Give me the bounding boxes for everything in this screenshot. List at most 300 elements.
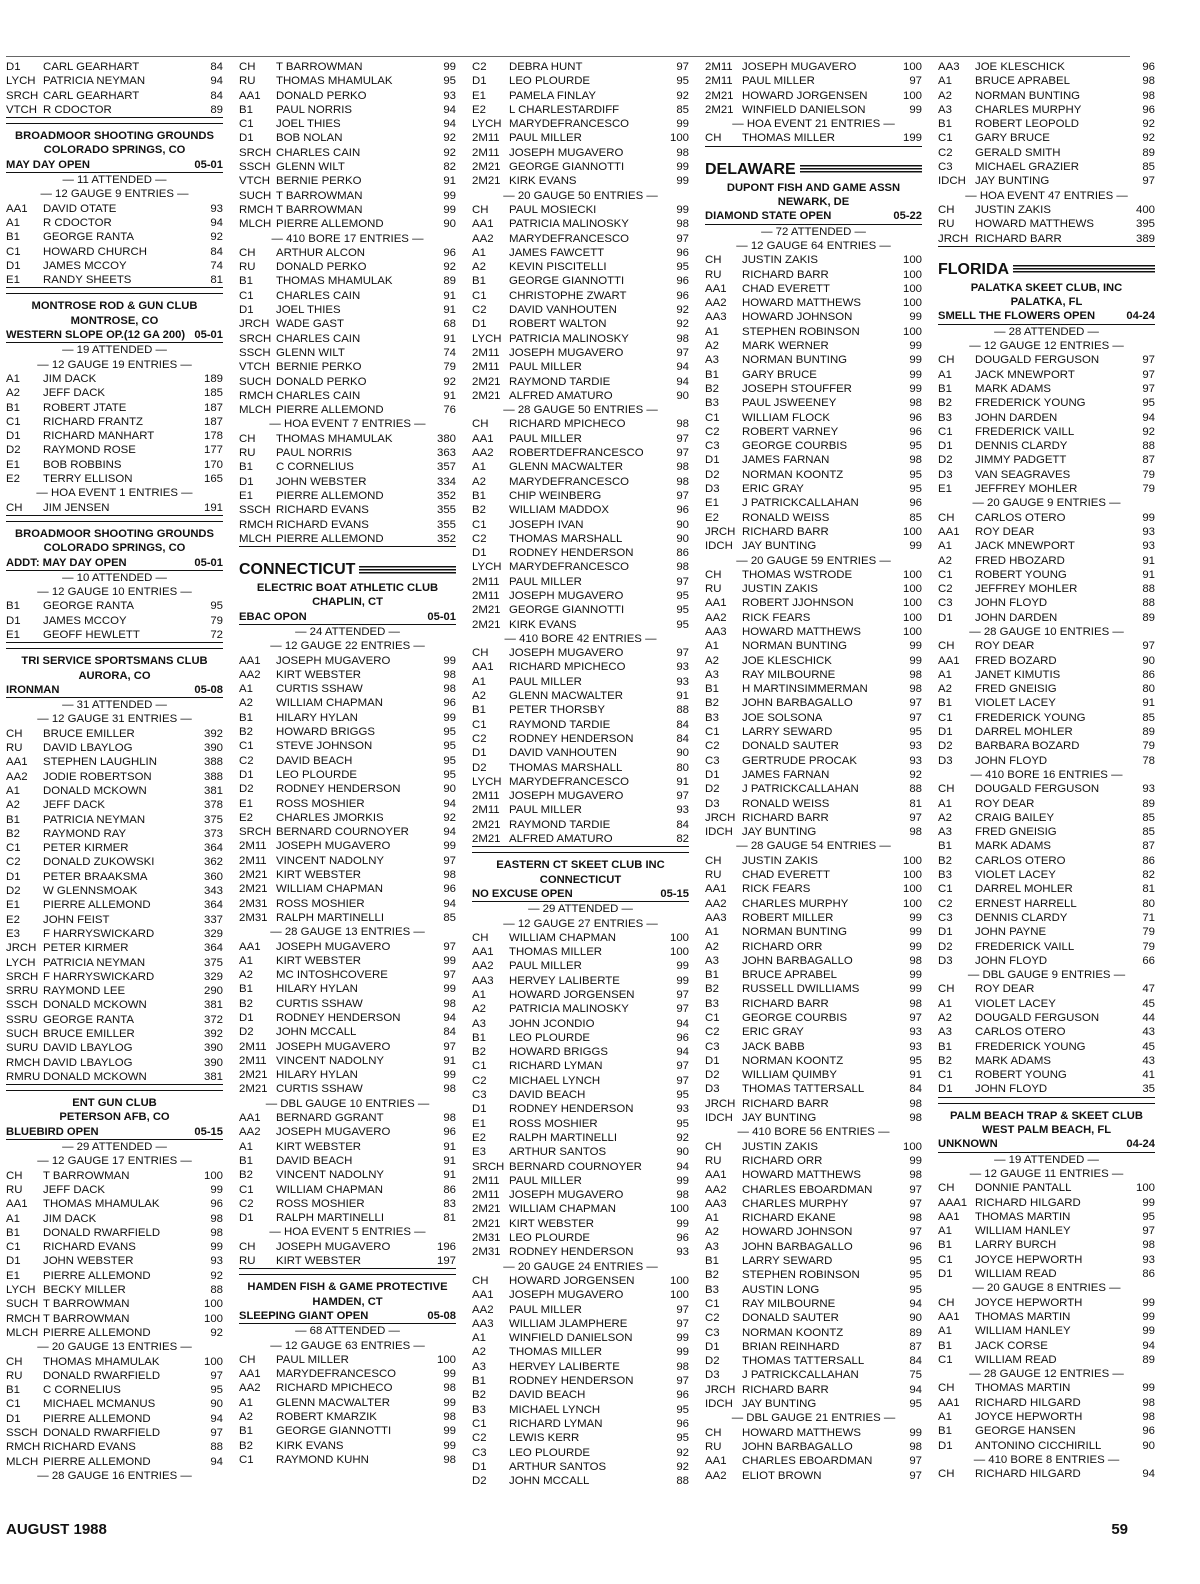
class-code: C3	[938, 911, 953, 924]
shooter-name: WILLIAM QUIMBY	[742, 1069, 837, 1082]
class-code: A2	[6, 387, 20, 400]
score-row	[938, 1224, 1155, 1238]
score-row	[6, 1027, 223, 1041]
class-code: AA2	[472, 960, 494, 973]
shooter-name: ROBERT MILLER	[742, 911, 834, 924]
score-value: 98	[443, 1453, 456, 1466]
class-code: AA2	[472, 1303, 494, 1316]
shooter-name: DONALD MCKOWN	[43, 999, 147, 1012]
shooter-name: LARRY SEWARD	[742, 726, 833, 739]
score-row	[705, 868, 922, 882]
score-value: 100	[902, 325, 922, 338]
score-row	[938, 1424, 1155, 1438]
class-code: IDCH	[705, 1398, 733, 1411]
score-value: 84	[676, 718, 689, 731]
shooter-name: GARY BRUCE	[975, 132, 1050, 145]
class-code: B1	[705, 368, 719, 381]
score-row	[705, 696, 922, 710]
shooter-name: STEPHEN LAUGHLIN	[43, 756, 157, 769]
shooter-name: RAYMOND TARDIE	[509, 375, 611, 388]
shooter-name: JOHN DARDEN	[975, 611, 1058, 624]
class-code: CH	[705, 1426, 722, 1439]
shooter-name: RICK FEARS	[742, 611, 811, 624]
score-row	[472, 489, 689, 503]
class-code: C2	[938, 146, 953, 159]
entries-note: — 20 GAUGE 9 ENTRIES —	[972, 497, 1121, 510]
score-value: 96	[676, 1031, 689, 1044]
score-value: 82	[676, 833, 689, 846]
shooter-name: FRED HBOZARD	[975, 554, 1065, 567]
score-row	[472, 1388, 689, 1402]
class-code: 2M21	[705, 103, 734, 116]
class-code: B3	[472, 1403, 486, 1416]
score-row	[239, 446, 456, 460]
club-location: COLORADO SPRINGS, CO	[43, 144, 186, 157]
event-name: UNKNOWN	[938, 1138, 998, 1151]
entries-note: — 410 BORE 8 ENTRIES —	[973, 1453, 1120, 1466]
class-code: C2	[472, 1432, 487, 1445]
class-code: E2	[472, 103, 486, 116]
score-value: 97	[1142, 354, 1155, 367]
score-row	[472, 931, 689, 945]
entries-note: — 12 GAUGE 64 ENTRIES —	[736, 239, 891, 252]
shooter-name: FRED GNEISIG	[975, 683, 1057, 696]
class-code: A2	[938, 1012, 952, 1024]
shooter-name: STEVE JOHNSON	[276, 740, 373, 753]
shooter-name: MARYDEFRANCESCO	[509, 475, 630, 488]
score-row	[705, 339, 922, 353]
score-value: 96	[443, 697, 456, 710]
class-code: RMCH	[239, 203, 274, 216]
score-value: 88	[676, 704, 689, 717]
score-row	[6, 1297, 223, 1311]
score-value: 185	[203, 387, 223, 400]
score-value: 99	[909, 354, 922, 367]
shooter-name: DONALD RWARFIELD	[43, 1427, 161, 1440]
shooter-name: MARYDEFRANCESCO	[509, 118, 630, 131]
shooter-name: GERALD SMITH	[975, 146, 1061, 159]
score-value: 97	[676, 1060, 689, 1073]
shooter-name: LEO PLOURDE	[509, 75, 591, 88]
shooter-name: JOSEPH MUGAVERO	[509, 790, 624, 803]
class-code: CH	[472, 418, 489, 431]
score-row	[239, 782, 456, 796]
score-row	[6, 273, 223, 288]
score-value: 91	[1142, 554, 1155, 567]
shooter-name: JUSTIN ZAKIS	[742, 1140, 818, 1153]
class-code: MLCH	[6, 1326, 39, 1339]
score-value: 100	[1135, 1182, 1155, 1195]
class-code: 2M21	[472, 161, 501, 174]
class-code: 2M11	[239, 1054, 267, 1067]
class-code: D1	[938, 1268, 953, 1281]
score-row	[6, 813, 223, 827]
score-value: 89	[1142, 146, 1155, 159]
score-value: 97	[909, 1183, 922, 1196]
score-row	[472, 217, 689, 231]
score-value: 97	[676, 1074, 689, 1087]
class-code: D2	[705, 1355, 720, 1368]
shooter-name: DONALD PERKO	[276, 375, 367, 388]
score-row	[239, 668, 456, 682]
score-row	[705, 1426, 922, 1440]
shooter-name: PATRICIA MALINOSKY	[509, 1003, 629, 1016]
class-code: RU	[705, 583, 722, 596]
score-row	[472, 1345, 689, 1359]
class-code: D1	[705, 1054, 720, 1067]
score-value: 93	[210, 202, 223, 215]
class-code: C1	[6, 1398, 21, 1411]
shooter-name: RICHARD BARR	[742, 997, 829, 1010]
score-row	[6, 855, 223, 869]
score-row	[705, 1140, 922, 1154]
score-value: 99	[443, 654, 456, 667]
class-code: C2	[472, 1074, 487, 1087]
shooter-name: WILLIAM CHAPMAN	[509, 1203, 616, 1216]
column-4	[705, 60, 922, 1520]
class-code: A1	[472, 246, 486, 259]
shooter-name: RAYMOND LEE	[43, 985, 126, 998]
club-location: HAMDEN, CT	[312, 1295, 383, 1308]
shooter-name: LEO PLOURDE	[276, 768, 358, 781]
score-value: 84	[676, 732, 689, 745]
class-code: C1	[705, 1012, 720, 1024]
state-heading	[239, 559, 456, 581]
score-value: 94	[676, 1046, 689, 1059]
shooter-name: WILLIAM HANLEY	[975, 1225, 1071, 1238]
shooter-name: PAUL NORRIS	[276, 103, 352, 116]
class-code: B1	[239, 983, 253, 996]
shooter-name: JOYCE HEPWORTH	[975, 1296, 1083, 1309]
score-row	[938, 1381, 1155, 1395]
shooter-name: THOMAS TATTERSALL	[742, 1355, 865, 1368]
score-row	[938, 1068, 1155, 1082]
score-value: 99	[909, 103, 922, 116]
score-value: 84	[909, 1355, 922, 1368]
shooter-name: GLENN MACWALTER	[509, 461, 623, 474]
score-value: 100	[669, 1274, 689, 1287]
score-row	[6, 386, 223, 400]
score-value: 89	[1142, 1353, 1155, 1366]
column-1	[6, 60, 223, 1520]
entries-note: — HOA EVENT 47 ENTRIES —	[965, 189, 1128, 202]
score-value: 98	[909, 997, 922, 1010]
score-row	[239, 89, 456, 103]
class-code: AA2	[239, 1382, 261, 1395]
shooter-name: BERNIE PERKO	[276, 361, 362, 374]
score-row	[239, 897, 456, 911]
score-row	[938, 825, 1155, 839]
score-value: 99	[1142, 1196, 1155, 1209]
shooter-name: LARRY SEWARD	[742, 1255, 833, 1268]
score-row	[6, 755, 223, 769]
entries-note: — HOA EVENT 5 ENTRIES —	[269, 1226, 426, 1239]
score-row	[239, 739, 456, 753]
score-value: 97	[676, 489, 689, 502]
score-row	[705, 382, 922, 396]
shooter-name: CHARLES CAIN	[276, 289, 361, 302]
shooter-name: KIRT WEBSTER	[276, 954, 362, 967]
class-code: B2	[472, 1046, 486, 1059]
club-name: MONTROSE ROD & GUN CLUB	[6, 293, 223, 313]
score-value: 78	[1142, 754, 1155, 767]
shooter-name: PAUL MILLER	[509, 804, 582, 817]
class-code: 2M11	[472, 790, 500, 803]
score-value: 381	[203, 999, 223, 1012]
class-code: B3	[705, 397, 719, 410]
score-value: 84	[676, 818, 689, 831]
event-heading	[472, 887, 689, 902]
score-value: 98	[443, 1382, 456, 1395]
class-code: RMCH	[239, 518, 274, 531]
class-code: A3	[705, 354, 719, 367]
score-row	[472, 475, 689, 489]
score-row	[6, 1240, 223, 1254]
shooter-name: THOMAS MARTIN	[975, 1382, 1071, 1395]
shooter-name: GEORGE RANTA	[43, 231, 134, 244]
class-code: C2	[705, 740, 720, 753]
score-row	[239, 1082, 456, 1096]
event-name: EBAC OPON	[239, 610, 307, 623]
shooter-name: C CORNELIUS	[43, 1384, 121, 1397]
score-value: 99	[443, 983, 456, 996]
class-code: 2M11	[472, 589, 500, 602]
score-value: 99	[909, 926, 922, 939]
shooter-name: CURTIS SSHAW	[276, 1083, 363, 1096]
class-code: 2M11	[472, 132, 500, 145]
shooter-name: PIERRE ALLEMOND	[276, 218, 384, 231]
score-row	[938, 1410, 1155, 1424]
score-row	[472, 1059, 689, 1073]
shooter-name: JANET KIMUTIS	[975, 668, 1061, 681]
class-code: A1	[239, 1140, 253, 1153]
class-code: C2	[705, 1312, 720, 1325]
class-code: A1	[472, 1332, 486, 1345]
shooter-name: JOSEPH MUGAVERO	[742, 61, 857, 73]
class-code: AA1	[705, 597, 727, 610]
score-value: 99	[909, 540, 922, 553]
class-code: D3	[705, 1369, 720, 1382]
score-row	[472, 460, 689, 474]
entries-note: — HOA EVENT 7 ENTRIES —	[269, 418, 426, 431]
score-value: 100	[902, 282, 922, 295]
class-code: A1	[6, 1212, 20, 1225]
score-row	[472, 1031, 689, 1045]
score-value: 392	[203, 1028, 223, 1040]
class-code: JRCH	[6, 942, 37, 955]
score-row	[705, 682, 922, 696]
class-code: B1	[938, 1425, 952, 1438]
score-value: 87	[1142, 454, 1155, 467]
score-value: 390	[203, 742, 223, 755]
event-name: SMELL THE FLOWERS OPEN	[938, 310, 1096, 323]
score-value: 372	[203, 1013, 223, 1026]
score-value: 100	[436, 1353, 456, 1366]
shooter-name: H MARTINSIMMERMAN	[742, 683, 868, 696]
score-row	[705, 568, 922, 582]
score-row	[938, 940, 1155, 954]
score-value: 98	[443, 668, 456, 681]
shooter-name: KIRT WEBSTER	[509, 1217, 595, 1230]
score-row	[239, 882, 456, 896]
class-code: CH	[6, 501, 23, 514]
score-value: 98	[1142, 75, 1155, 88]
score-value: 100	[203, 1169, 223, 1182]
entries-note: — 29 ATTENDED —	[62, 1141, 167, 1154]
shooter-name: RAYMOND ROSE	[43, 444, 136, 457]
score-value: 98	[909, 826, 922, 839]
score-value: 197	[436, 1255, 456, 1268]
shooter-name: PAUL MILLER	[509, 575, 582, 588]
shooter-name: RODNEY HENDERSON	[509, 1103, 634, 1116]
shooter-name: NORMAN BUNTING	[742, 640, 848, 653]
club-location: NEWARK, DE	[777, 196, 850, 209]
shooter-name: JAY BUNTING	[742, 1112, 817, 1125]
score-value: 96	[676, 289, 689, 302]
score-value: 373	[203, 827, 223, 840]
class-code: E1	[6, 899, 20, 912]
class-code: CH	[239, 61, 256, 73]
score-row	[705, 1469, 922, 1483]
shooter-name: RAYMOND TARDIE	[509, 818, 611, 831]
shooter-name: KIRT WEBSTER	[276, 1255, 362, 1268]
shooter-name: JUSTIN ZAKIS	[742, 254, 818, 267]
class-code: SUCH	[239, 189, 272, 202]
class-code: 2M11	[472, 1189, 500, 1202]
shooter-name: AUSTIN LONG	[742, 1283, 820, 1296]
score-value: 44	[1142, 1012, 1155, 1024]
score-row	[938, 868, 1155, 882]
score-value: 94	[1142, 1468, 1155, 1481]
class-code: D1	[239, 1012, 254, 1024]
class-code: B1	[705, 969, 719, 982]
score-row	[6, 429, 223, 443]
score-value: 99	[1142, 511, 1155, 524]
score-row	[938, 1296, 1155, 1310]
class-code: A1	[938, 797, 952, 810]
class-code: D1	[705, 768, 720, 781]
shooter-name: KIRT WEBSTER	[276, 869, 362, 882]
score-row	[705, 296, 922, 310]
score-value: 92	[443, 811, 456, 824]
shooter-name: ROSS MOSHIER	[276, 1197, 365, 1210]
shooter-name: HOWARD JORGENSEN	[509, 1274, 635, 1287]
class-code: AA2	[239, 668, 261, 681]
shooter-name: BERNARD GGRANT	[276, 1112, 384, 1125]
shooter-name: JOSEPH MUGAVERO	[276, 1040, 391, 1053]
score-value: 99	[909, 1426, 922, 1439]
score-row	[705, 1454, 922, 1468]
class-code: CH	[938, 1182, 955, 1195]
class-code: JRCH	[705, 525, 736, 538]
event-name: MAY DAY OPEN	[6, 158, 90, 171]
shooter-name: CARL GEARHART	[43, 89, 140, 102]
shooter-name: PETER KIRMER	[43, 942, 129, 955]
class-code: C3	[938, 161, 953, 174]
class-code: CH	[6, 1169, 23, 1182]
score-value: 100	[669, 931, 689, 944]
score-value: 97	[909, 1197, 922, 1210]
score-value: 92	[676, 1131, 689, 1144]
class-code: 2M21	[472, 389, 501, 402]
shooter-name: THOMAS MILLER	[742, 132, 836, 145]
score-row	[472, 618, 689, 632]
class-code: CH	[705, 132, 722, 145]
shooter-name: DAVID BEACH	[509, 1089, 586, 1102]
shooter-name: WILLIAM HANLEY	[975, 1325, 1071, 1338]
shooter-name: HILARY HYLAN	[276, 983, 358, 996]
score-row	[472, 775, 689, 789]
shooter-name: F HARRYSWICKARD	[43, 927, 155, 940]
class-code: B2	[6, 827, 20, 840]
score-value: 290	[203, 985, 223, 998]
score-row	[239, 174, 456, 188]
score-value: 92	[210, 1326, 223, 1339]
class-code: C1	[472, 518, 487, 531]
shooter-name: RODNEY HENDERSON	[276, 1012, 401, 1024]
score-row	[705, 1240, 922, 1254]
score-value: 99	[443, 954, 456, 967]
score-row	[472, 1274, 689, 1288]
shooter-name: ROBERT JJOHNSON	[742, 597, 854, 610]
score-row	[705, 797, 922, 811]
score-row	[239, 518, 456, 532]
shooter-name: MC INTOSHCOVERE	[276, 969, 388, 982]
score-row	[6, 1426, 223, 1440]
score-value: 95	[909, 1398, 922, 1411]
score-row	[938, 1025, 1155, 1039]
score-value: 97	[676, 61, 689, 73]
shooter-name: RAYMOND TARDIE	[509, 718, 611, 731]
class-code: RU	[239, 75, 256, 88]
score-value: 72	[210, 628, 223, 641]
score-row	[6, 870, 223, 884]
score-value: 85	[1142, 161, 1155, 174]
shooter-name: RICHARD LYMAN	[509, 1417, 603, 1430]
shooter-name: HOWARD JOHNSON	[742, 311, 853, 324]
score-value: 96	[1142, 61, 1155, 73]
class-code: C1	[938, 1069, 953, 1082]
score-row	[239, 1424, 456, 1438]
shooter-name: ARTHUR ALCON	[276, 246, 366, 259]
score-value: 95	[909, 468, 922, 481]
score-value: 75	[909, 1369, 922, 1382]
score-row	[705, 596, 922, 610]
score-value: 99	[210, 1183, 223, 1196]
shooter-name: GEORGE GIANNOTTI	[509, 275, 625, 288]
score-value: 390	[203, 1056, 223, 1069]
score-row	[705, 310, 922, 324]
entries-note: — 12 GAUGE 17 ENTRIES —	[37, 1155, 192, 1168]
score-row	[472, 260, 689, 274]
score-row	[239, 1054, 456, 1068]
shooter-name: BOB ROBBINS	[43, 458, 122, 471]
score-row	[6, 941, 223, 955]
shooter-name: GARY BRUCE	[742, 368, 817, 381]
shooter-name: T BARROWMAN	[276, 61, 363, 73]
class-code: D1	[938, 440, 953, 453]
score-value: 98	[1142, 1411, 1155, 1424]
score-row	[239, 246, 456, 260]
class-code: 2M11	[705, 61, 733, 73]
score-row	[472, 1288, 689, 1302]
shooter-name: BOB NOLAN	[276, 132, 343, 145]
score-value: 90	[909, 1312, 922, 1325]
shooter-name: RICHARD HILGARD	[975, 1196, 1081, 1209]
score-value: 98	[210, 1212, 223, 1225]
entries-note: — 28 GAUGE 10 ENTRIES —	[969, 625, 1124, 638]
score-value: 364	[203, 842, 223, 855]
